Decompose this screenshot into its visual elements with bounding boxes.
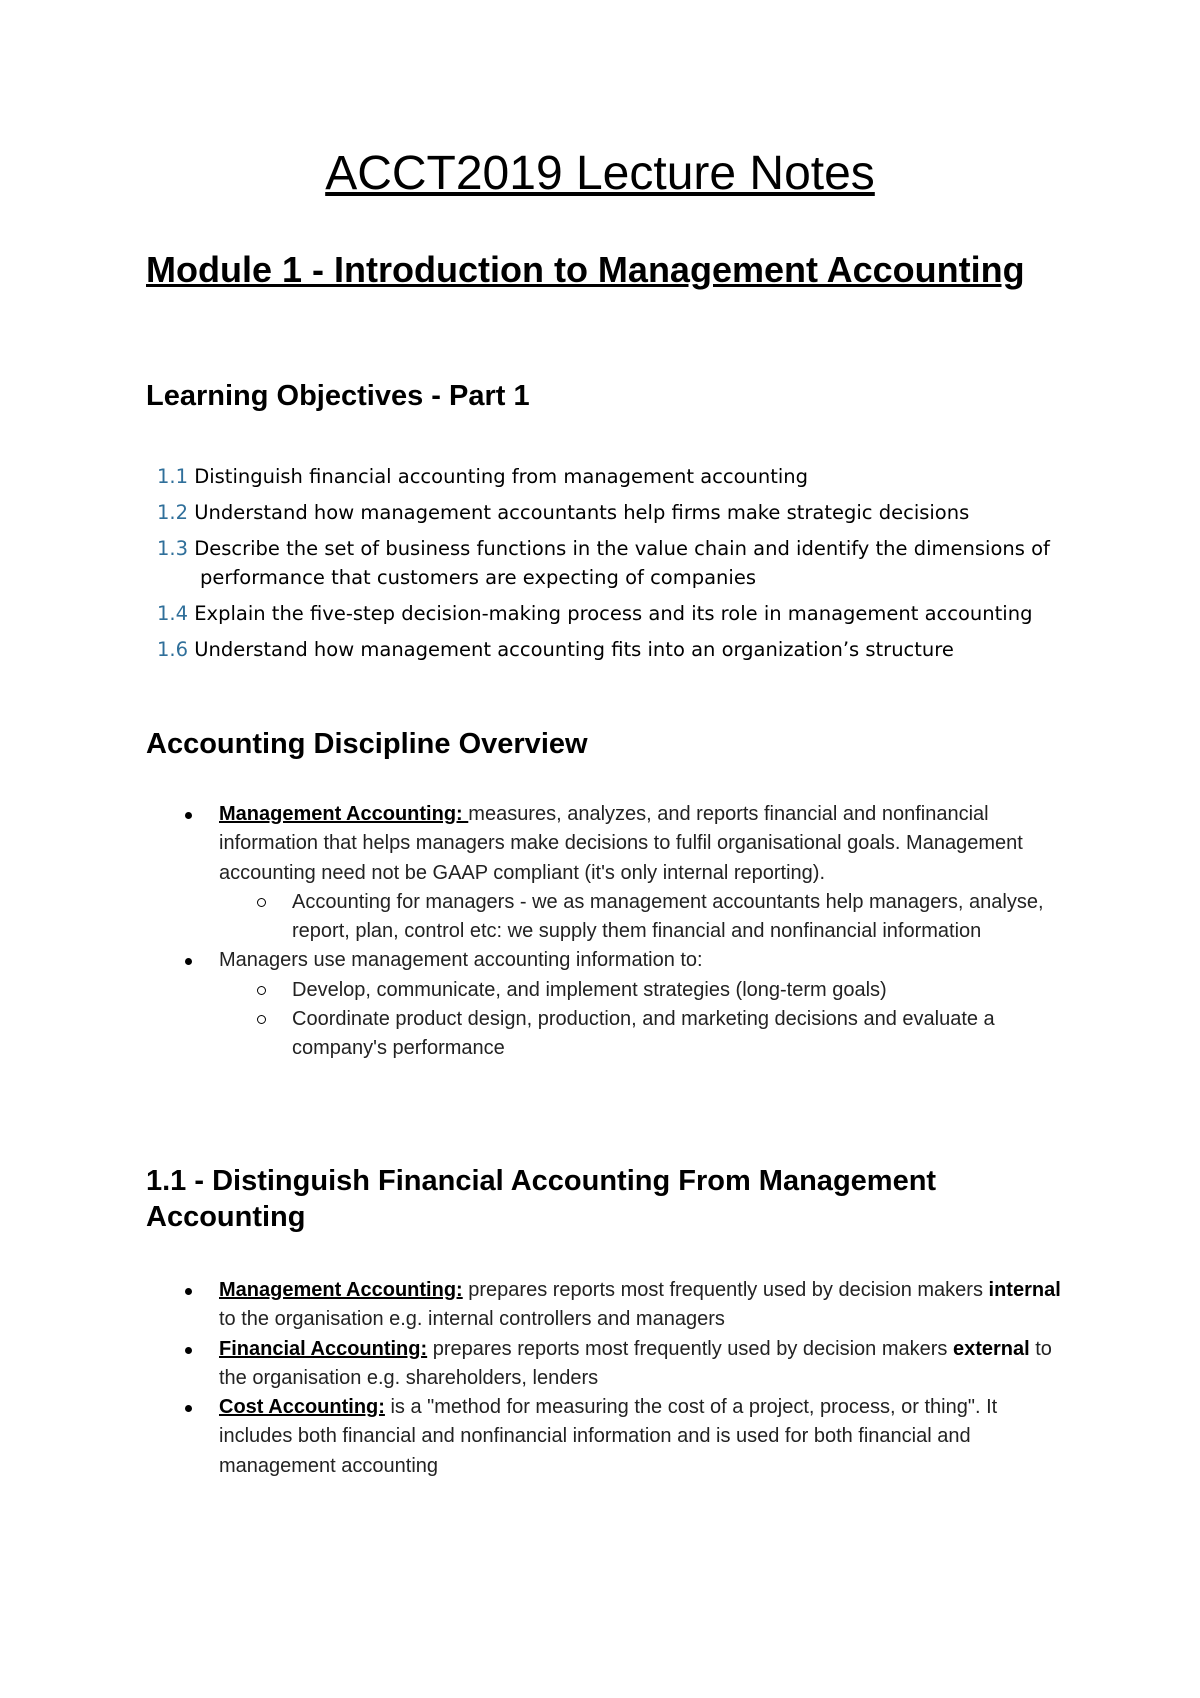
learning-objectives-heading: Learning Objectives - Part 1: [146, 380, 530, 412]
objective-text: Explain the five-step decision-making process and its role in management accounting: [194, 602, 1033, 625]
list-item: [183, 1276, 1063, 1335]
objective-number: 1.2: [157, 501, 189, 524]
objective-text: Understand how management accountants help firms make strategic decisions: [194, 501, 970, 524]
module-heading: Module 1 - Introduction to Management Accounting: [146, 249, 1025, 290]
text-segment: to the organisation e.g. internal controllers and managers: [219, 1308, 725, 1331]
objective-item: [157, 534, 1077, 592]
sub-list-item: Coordinate product design, production, and marketing decisions and evaluate a company's performance: [255, 1005, 1063, 1064]
section-1-1-heading: 1.1 - Distinguish Financial Accounting From Management Accounting: [146, 1165, 937, 1233]
term-management-accounting: Management Accounting:: [219, 803, 469, 825]
objective-number: 1.3: [157, 537, 189, 560]
text-segment: prepares reports most frequently used by decision makers: [462, 1279, 989, 1301]
objective-item: [157, 498, 1077, 527]
objective-number: 1.1: [157, 465, 189, 488]
objective-item: [157, 462, 1077, 491]
objective-item: [157, 599, 1077, 628]
term-financial-accounting: Financial Accounting:: [219, 1337, 428, 1360]
sub-list: [219, 976, 1063, 1064]
list-item: [183, 1335, 1063, 1394]
emphasis-external: external: [952, 1337, 1030, 1360]
term-cost-accounting: Cost Accounting:: [219, 1396, 385, 1419]
objective-item: [157, 635, 1077, 664]
list-item-text: Managers use management accounting information to:: [219, 949, 703, 972]
definition-text: measures, analyzes, and reports financial and nonfinancial information that helps managers make decisions to fulfil organisational goals. Management accounting need not be GAAP compliant (it's only internal reporting).: [219, 803, 1023, 884]
overview-bullet-list: [183, 800, 1063, 1064]
sub-list-item: Accounting for managers - we as management accountants help managers, analyse, report, plan, control etc: we supply them financial and nonfinancial information: [255, 888, 1063, 947]
term-management-accounting: Management Accounting:: [219, 1279, 463, 1301]
objective-text: Distinguish financial accounting from management accounting: [194, 465, 809, 488]
list-item: [183, 946, 1063, 1063]
text-segment: prepares reports most frequently used by decision makers: [427, 1337, 953, 1360]
overview-heading: Accounting Discipline Overview: [146, 728, 588, 760]
list-item: [183, 1393, 1063, 1481]
document-title: ACCT2019 Lecture Notes: [325, 147, 875, 200]
text-segment: is a "method for measuring the cost of a project, process, or thing". It includes both financial and nonfinancial information and is used for both financial and management accounting: [219, 1396, 998, 1477]
objective-number: 1.4: [157, 602, 189, 625]
list-item: [183, 800, 1063, 946]
section-1-1-bullet-list: [183, 1276, 1063, 1481]
objective-text: Understand how management accounting fits into an organization’s structure: [194, 638, 954, 661]
emphasis-internal: internal: [988, 1279, 1061, 1301]
sub-list: [219, 888, 1063, 947]
objective-number: 1.6: [157, 638, 189, 661]
learning-objectives-list: [157, 462, 1077, 671]
sub-list-item: Develop, communicate, and implement strategies (long-term goals): [255, 976, 1063, 1005]
text-segment: to the organisation e.g. shareholders, lenders: [219, 1337, 1052, 1389]
objective-text: Describe the set of business functions in the value chain and identify the dimensions of performance that customers are expecting of companies: [194, 537, 1050, 589]
